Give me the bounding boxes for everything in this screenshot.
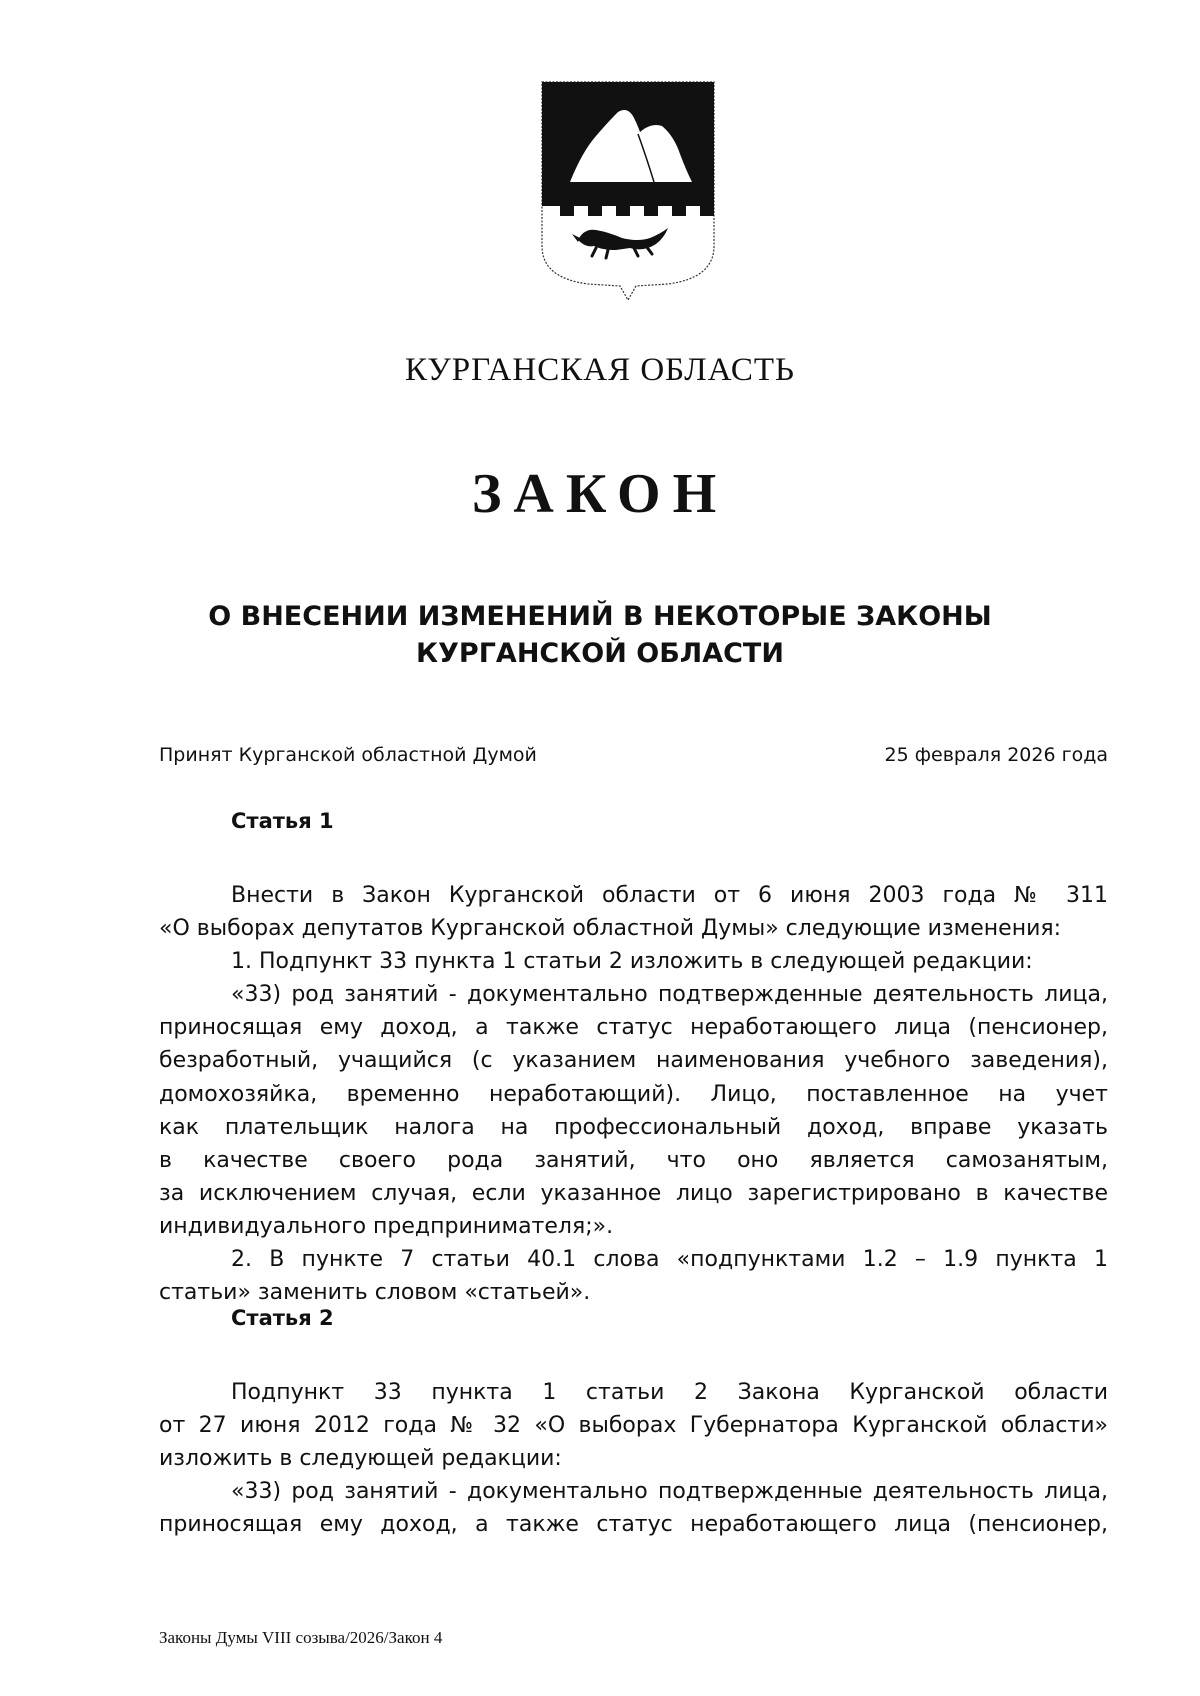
text-line: безработный, учащийся (с указанием наименования учебного заведения), [159, 1048, 1108, 1074]
text-line: за исключением случая, если указанное лицо зарегистрировано в качестве [159, 1180, 1108, 1206]
region-name: КУРГАНСКАЯ ОБЛАСТЬ [405, 352, 795, 388]
adopted-by: Принят Курганской областной Думой [159, 744, 537, 766]
text-line: изложить в следующей редакции: [159, 1446, 562, 1472]
law-title-line: О ВНЕСЕНИИ ИЗМЕНЕНИЙ В НЕКОТОРЫЕ ЗАКОНЫ [208, 601, 992, 632]
article-1-heading: Статья 1 [231, 809, 334, 833]
article-2-heading: Статья 2 [231, 1306, 334, 1330]
text-line: от 27 июня 2012 года № 32 «О выборах Губернатора Курганской области» [159, 1413, 1108, 1439]
coat-of-arms-icon [538, 78, 718, 326]
adoption-date: 25 февраля 2026 года [884, 744, 1108, 766]
text-line: приносящая ему доход, а также статус неработающего лица (пенсионер, [159, 1512, 1108, 1538]
text-line: приносящая ему доход, а также статус неработающего лица (пенсионер, [159, 1015, 1108, 1041]
law-title [0, 598, 1200, 672]
text-line: в качестве своего рода занятий, что оно является самозанятым, [159, 1147, 1108, 1173]
text-line: статьи» заменить словом «статьей». [159, 1280, 591, 1306]
article-2-body [159, 1376, 1108, 1541]
text-line: Подпункт 33 пункта 1 статьи 2 Закона Курганской области [231, 1380, 1108, 1405]
document-footer-ref: Законы Думы VIII созыва/2026/Закон 4 [159, 1628, 443, 1647]
text-line: 2. В пункте 7 статьи 40.1 слова «подпунктами 1.2 – 1.9 пункта 1 [231, 1247, 1108, 1273]
article-1-body [159, 879, 1108, 1309]
text-line: «33) род занятий - документально подтвержденные деятельность лица, [231, 1479, 1108, 1505]
text-line: «О выборах депутатов Курганской областной Думы» следующие изменения: [159, 916, 1062, 942]
text-line: как плательщик налога на профессиональный доход, вправе указать [159, 1114, 1108, 1140]
text-line: индивидуального предпринимателя;». [159, 1213, 614, 1239]
text-line: Внести в Закон Курганской области от 6 июня 2003 года № 311 [231, 883, 1108, 908]
text-line: «33) род занятий - документально подтвержденные деятельность лица, [231, 982, 1108, 1008]
text-line: 1. Подпункт 33 пункта 1 статьи 2 изложить в следующей редакции: [231, 949, 1033, 975]
law-title-line: КУРГАНСКОЙ ОБЛАСТИ [416, 638, 784, 669]
text-line: домохозяйка, временно неработающий). Лицо, поставленное на учет [159, 1081, 1108, 1107]
document-type: ЗАКОН [471, 463, 729, 525]
